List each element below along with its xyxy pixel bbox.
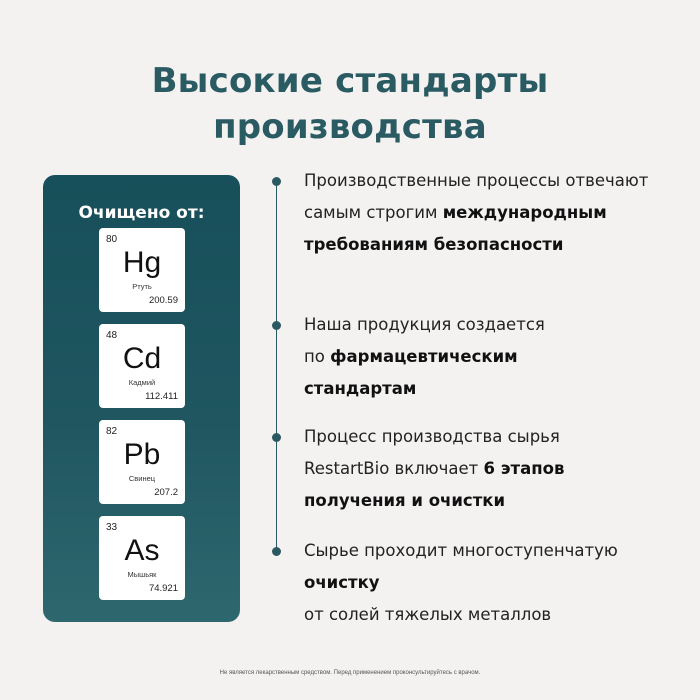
point-text: Процесс производства сырья xyxy=(304,427,560,446)
point-line xyxy=(304,197,674,229)
element-name: Свинец xyxy=(128,474,156,483)
timeline-dot xyxy=(272,433,281,442)
element-symbol: Hg xyxy=(122,246,162,279)
element-mass: 207.2 xyxy=(154,487,178,498)
point-highlight: требованиям безопасности xyxy=(304,235,564,254)
point-line xyxy=(304,567,674,599)
point-line xyxy=(304,485,674,517)
point-1 xyxy=(304,165,674,261)
element-mass: 200.59 xyxy=(148,295,178,306)
point-highlight: очистку xyxy=(304,573,380,592)
element-tile-as xyxy=(99,516,185,600)
point-highlight: 6 этапов xyxy=(483,459,565,478)
point-text: самым строгим xyxy=(304,203,443,222)
timeline-dot xyxy=(272,177,281,186)
point-text: Производственные процессы отвечают xyxy=(304,171,649,190)
element-tile-hg xyxy=(99,228,185,312)
point-4 xyxy=(304,535,674,631)
purified-from-panel xyxy=(43,175,240,622)
point-text: Наша продукция создается xyxy=(304,315,545,334)
element-tile-pb xyxy=(99,420,185,504)
point-3 xyxy=(304,421,674,517)
page-title-line-2: производства xyxy=(213,107,487,147)
point-text: Сырье проходит многоступенчатую xyxy=(304,541,618,560)
point-line xyxy=(304,373,674,405)
point-line xyxy=(304,341,674,373)
timeline-dot xyxy=(272,321,281,330)
element-mass: 74.921 xyxy=(148,583,178,594)
element-number: 80 xyxy=(106,234,118,245)
point-highlight: международным xyxy=(442,203,607,222)
page-title xyxy=(0,58,700,150)
point-line xyxy=(304,229,674,261)
point-text: RestartBio включает xyxy=(304,459,484,478)
point-2 xyxy=(304,309,674,405)
element-number: 33 xyxy=(106,522,118,533)
point-highlight: получения и очистки xyxy=(304,491,506,510)
element-number: 82 xyxy=(106,426,118,437)
element-mass: 112.411 xyxy=(145,391,178,402)
timeline-dot xyxy=(272,547,281,556)
point-line xyxy=(304,453,674,485)
element-number: 48 xyxy=(106,330,118,341)
element-symbol: As xyxy=(124,534,160,567)
element-name: Мышьяк xyxy=(127,570,157,579)
page-title-line-1: Высокие стандарты xyxy=(151,61,549,101)
point-highlight: стандартам xyxy=(304,379,417,398)
point-text: от солей тяжелых металлов xyxy=(304,605,552,624)
point-highlight: фармацевтическим xyxy=(330,347,518,366)
timeline-line xyxy=(276,178,277,556)
element-tile-cd xyxy=(99,324,185,408)
point-text: по xyxy=(304,347,331,366)
element-symbol: Pb xyxy=(123,438,161,471)
element-symbol: Cd xyxy=(122,342,162,375)
element-name: Ртуть xyxy=(132,282,152,291)
disclaimer: Не является лекарственным средством. Перед применением проконсультируйтесь с врачом. xyxy=(219,670,481,676)
element-name: Кадмий xyxy=(128,378,156,387)
panel-label: Очищено от: xyxy=(78,203,205,223)
